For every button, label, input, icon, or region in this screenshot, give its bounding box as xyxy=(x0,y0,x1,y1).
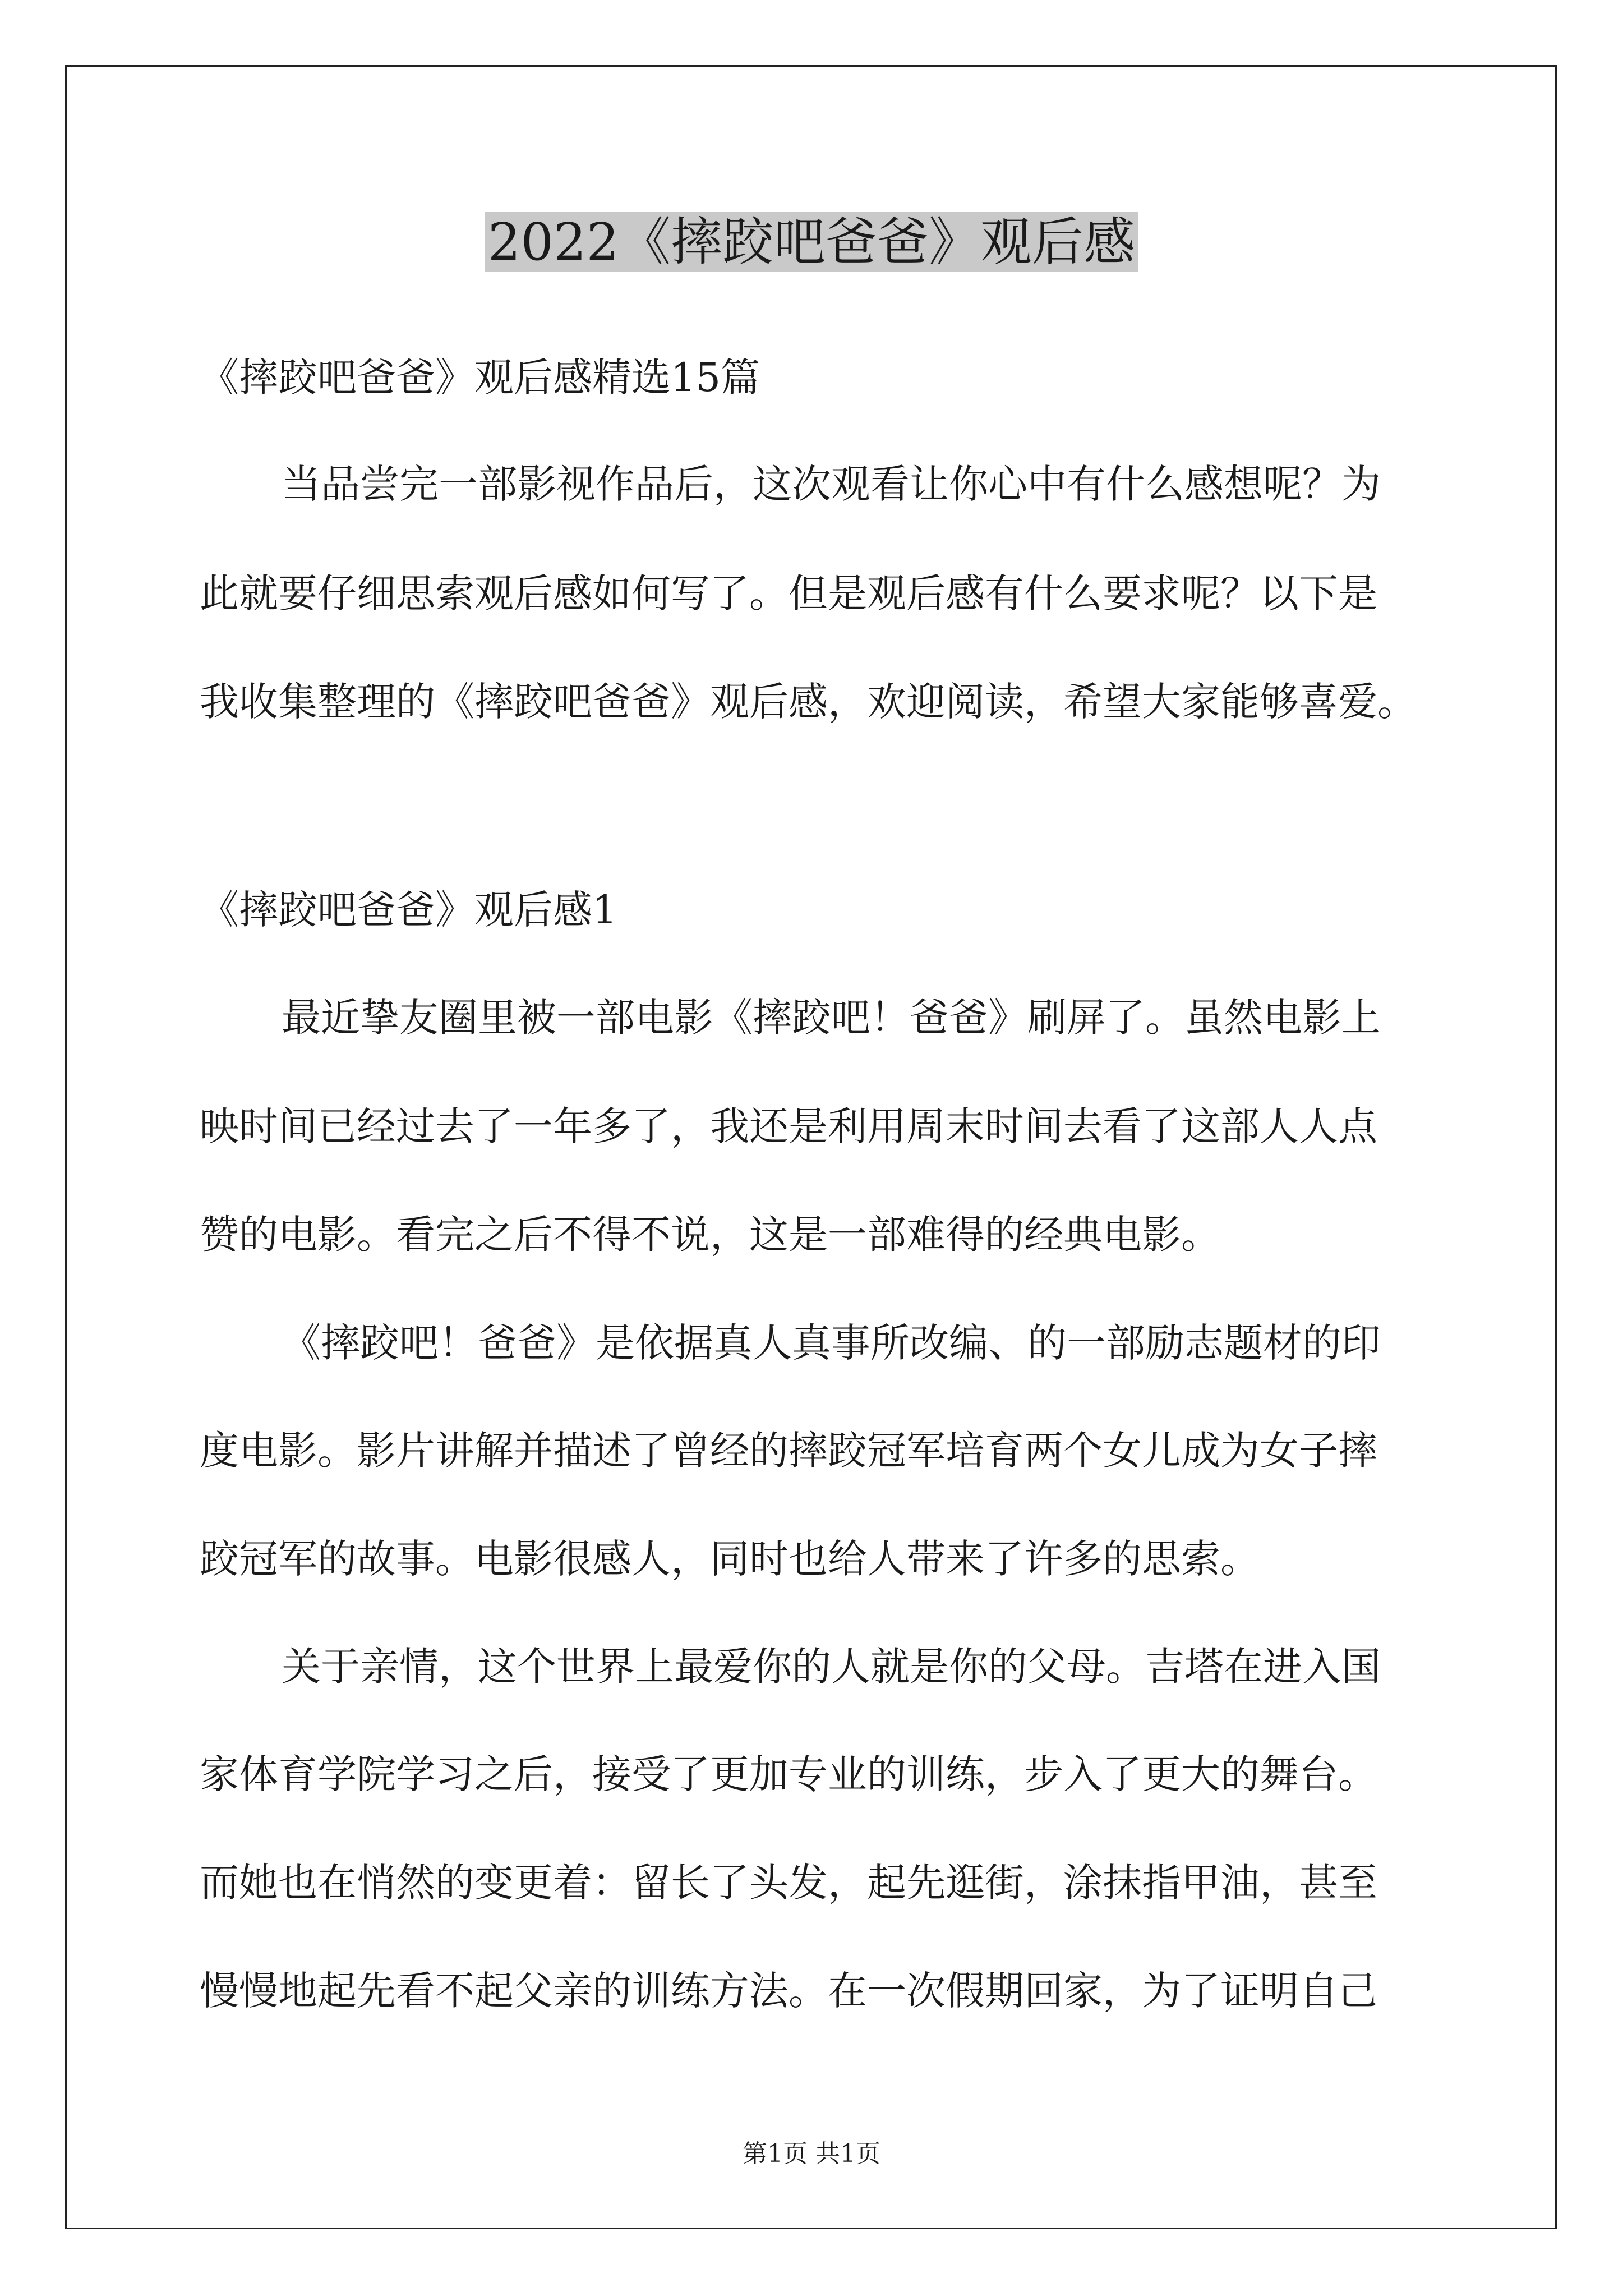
section-heading: 《摔跤吧爸爸》观后感1 xyxy=(200,887,617,933)
intro-line: 我收集整理的《摔跤吧爸爸》观后感，欢迎阅读，希望大家能够喜爱。 xyxy=(200,679,1417,725)
paragraph-line: 赞的电影。看完之后不得不说，这是一部难得的经典电影。 xyxy=(200,1212,1220,1258)
paragraph-line: 最近挚友圈里被一部电影《摔跤吧！爸爸》刷屏了。虽然电影上 xyxy=(282,995,1381,1041)
paragraph-line: 慢慢地起先看不起父亲的训练方法。在一次假期回家，为了证明自己 xyxy=(200,1968,1377,2014)
document-title xyxy=(0,209,1623,276)
intro-line: 此就要仔细思索观后感如何写了。但是观后感有什么要求呢？以下是 xyxy=(200,570,1377,616)
paragraph-line: 跤冠军的故事。电影很感人，同时也给人带来了许多的思索。 xyxy=(200,1536,1260,1582)
paragraph-line: 度电影。影片讲解并描述了曾经的摔跤冠军培育两个女儿成为女子摔 xyxy=(200,1428,1377,1474)
paragraph-line: 家体育学院学习之后，接受了更加专业的训练，步入了更大的舞台。 xyxy=(200,1751,1377,1797)
paragraph-line: 而她也在悄然的变更着：留长了头发，起先逛街，涂抹指甲油，甚至 xyxy=(200,1860,1377,1906)
page-footer: 第1页 共1页 xyxy=(743,2139,880,2168)
intro-line: 当品尝完一部影视作品后，这次观看让你心中有什么感想呢？为 xyxy=(282,461,1381,507)
paragraph-line: 《摔跤吧！爸爸》是依据真人真事所改编、的一部励志题材的印 xyxy=(282,1320,1381,1366)
paragraph-line: 映时间已经过去了一年多了，我还是利用周末时间去看了这部人人点 xyxy=(200,1103,1377,1149)
document-title-text: 2022《摔跤吧爸爸》观后感 xyxy=(485,212,1138,272)
paragraph-line: 关于亲情，这个世界上最爱你的人就是你的父母。吉塔在进入国 xyxy=(282,1644,1381,1690)
document-subtitle: 《摔跤吧爸爸》观后感精选15篇 xyxy=(200,355,760,401)
